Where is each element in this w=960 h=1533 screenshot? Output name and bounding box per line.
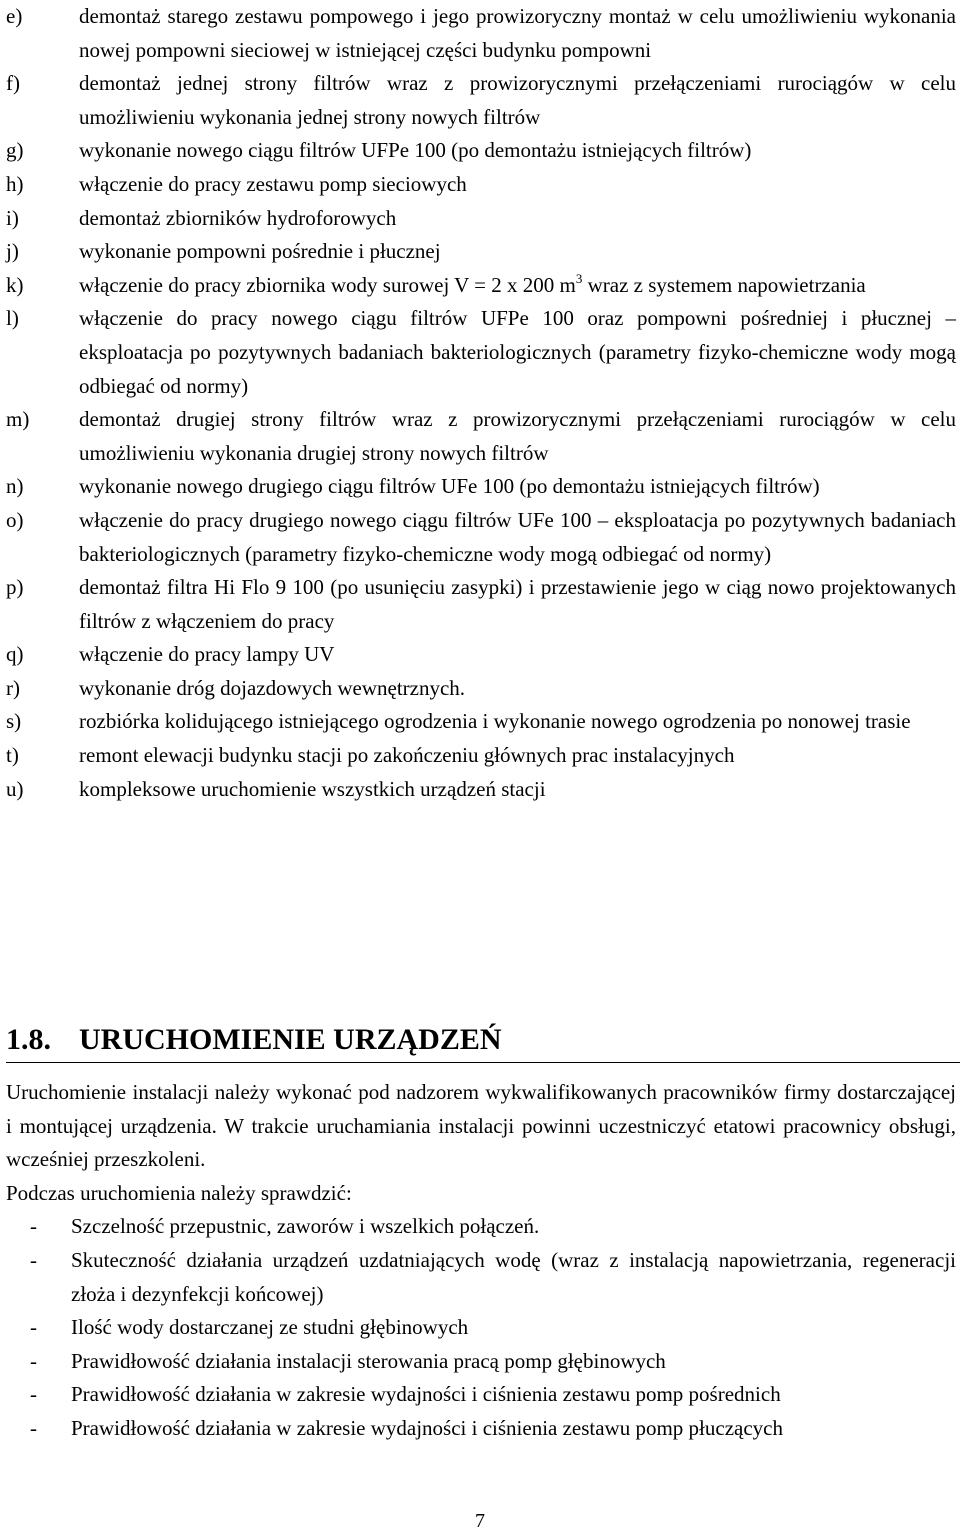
item-text-main: włączenie do pracy zbiornika wody surowej V = 2 x 200 m (79, 272, 576, 297)
item-text: demontaż filtra Hi Flo 9 100 (po usunięciu zasypki) i przestawienie jego w ciąg nowo projektowanych filtrów z włączeniem do pracy (79, 575, 956, 633)
item-text: włączenie do pracy lampy UV (79, 642, 335, 667)
item-label: l) (6, 306, 19, 331)
item-label: q) (6, 642, 24, 667)
checklist-item (6, 1345, 956, 1379)
list-item (6, 571, 956, 638)
dash-marker: - (30, 1382, 37, 1407)
item-text: wykonanie dróg dojazdowych wewnętrznych. (79, 675, 466, 700)
dash-marker: - (30, 1247, 37, 1272)
list-item (6, 638, 956, 672)
checklist-item (6, 1378, 956, 1412)
list-item (6, 504, 956, 571)
list-item (6, 67, 956, 134)
list-item (6, 672, 956, 706)
checklist-text: Szczelność przepustnic, zaworów i wszelkich połączeń. (71, 1214, 540, 1239)
superscript-exponent: 3 (575, 270, 583, 286)
section-number: 1.8. (6, 1023, 51, 1056)
item-label: h) (6, 171, 24, 196)
item-text: wykonanie nowego drugiego ciągu filtrów UFe 100 (po demontażu istniejących filtrów) (79, 474, 820, 499)
item-label: n) (6, 474, 24, 499)
section-title: URUCHOMIENIE URZĄDZEŃ (79, 1023, 502, 1056)
list-item (6, 705, 956, 739)
item-text: demontaż zbiorników hydroforowych (79, 205, 397, 230)
list-item (6, 302, 956, 403)
section-body (6, 1076, 956, 1446)
list-item (6, 168, 956, 202)
item-text-rest: wraz z systemem napowietrzania (582, 272, 866, 297)
item-label: t) (6, 743, 19, 768)
checklist-text: Skuteczność działania urządzeń uzdatniających wodę (wraz z instalacją napowietrzania, regeneracji złoża i dezynfekcji końcowej) (71, 1247, 956, 1306)
item-label: g) (6, 138, 24, 163)
task-list (6, 0, 956, 806)
item-label: s) (6, 709, 22, 734)
item-text: demontaż drugiej strony filtrów wraz z prowizorycznymi przełączeniami rurociągów w celu umożliwieniu wykonania drugiej strony nowych filtrów (79, 407, 956, 465)
list-item (6, 403, 956, 470)
section-heading (6, 1018, 960, 1063)
checklist-text: Prawidłowość działania instalacji sterowania pracą pomp głębinowych (71, 1348, 666, 1373)
list-item (6, 739, 956, 773)
item-text: demontaż jednej strony filtrów wraz z prowizorycznymi przełączeniami rurociągów w celu umożliwieniu wykonania jednej strony nowych filtrów (79, 71, 956, 129)
page-number: 7 (475, 1510, 485, 1532)
item-label: p) (6, 575, 24, 600)
checklist-item (6, 1311, 956, 1345)
item-label: r) (6, 675, 20, 700)
item-label: o) (6, 507, 24, 532)
checklist-text: Prawidłowość działania w zakresie wydajności i ciśnienia zestawu pomp płuczących (71, 1415, 784, 1440)
list-item (6, 470, 956, 504)
item-text: remont elewacji budynku stacji po zakończeniu głównych prac instalacyjnych (79, 743, 735, 768)
item-text: włączenie do pracy drugiego nowego ciągu filtrów UFe 100 – eksploatacja po pozytywnych badaniach bakteriologicznych (parametry fizyko-chemiczne wody mogą odbiegać od normy) (79, 507, 956, 566)
item-label: j) (6, 239, 19, 264)
item-text: wykonanie pompowni pośrednie i płucznej (79, 239, 441, 264)
item-label: i) (6, 205, 19, 230)
item-text: włączenie do pracy nowego ciągu filtrów UFPe 100 oraz pompowni pośredniej i płucznej – eksploatacja po pozytywnych badaniach bakteriologicznych (parametry fizyko-chemiczne wody mogą odbiegać od normy) (79, 306, 956, 398)
list-item (6, 773, 956, 807)
item-label: f) (6, 71, 20, 96)
checklist-item (6, 1210, 956, 1244)
list-item (6, 0, 956, 67)
list-item (6, 202, 956, 236)
item-label: k) (6, 272, 24, 297)
dash-marker: - (30, 1214, 37, 1239)
item-text: kompleksowe uruchomienie wszystkich urządzeń stacji (79, 776, 546, 801)
item-text: wykonanie nowego ciągu filtrów UFPe 100 (po demontażu istniejących filtrów) (79, 138, 752, 163)
checklist-item (6, 1244, 956, 1311)
item-label: u) (6, 776, 24, 801)
item-text: demontaż starego zestawu pompowego i jego prowizoryczny montaż w celu umożliwieniu wykonania nowej pompowni sieciowej w istniejącej części budynku pompowni (79, 4, 956, 62)
checklist-text: Prawidłowość działania w zakresie wydajności i ciśnienia zestawu pomp pośrednich (71, 1382, 781, 1407)
intro-paragraph: Uruchomienie instalacji należy wykonać pod nadzorem wykwalifikowanych pracowników firmy dostarczającej i montującej urządzenia. W trakcie uruchamiania instalacji powinni uczestniczyć etatowi pracownicy obsługi, wcześniej przeszkoleni. (6, 1080, 956, 1172)
list-item (6, 235, 956, 269)
item-text (79, 269, 956, 303)
dash-marker: - (30, 1315, 37, 1340)
item-label: e) (6, 4, 23, 28)
dash-marker: - (30, 1415, 37, 1440)
checklist-text: Ilość wody dostarczanej ze studni głębinowych (71, 1315, 469, 1340)
item-text: rozbiórka kolidującego istniejącego ogrodzenia i wykonanie nowego ogrodzenia po nonowej trasie (79, 709, 911, 734)
dash-marker: - (30, 1348, 37, 1373)
checklist-item (6, 1412, 956, 1446)
list-item (6, 269, 956, 303)
list-item (6, 134, 956, 168)
item-label: m) (6, 407, 30, 432)
checklist-intro: Podczas uruchomienia należy sprawdzić: (6, 1180, 352, 1205)
item-text: włączenie do pracy zestawu pomp sieciowych (79, 171, 467, 196)
